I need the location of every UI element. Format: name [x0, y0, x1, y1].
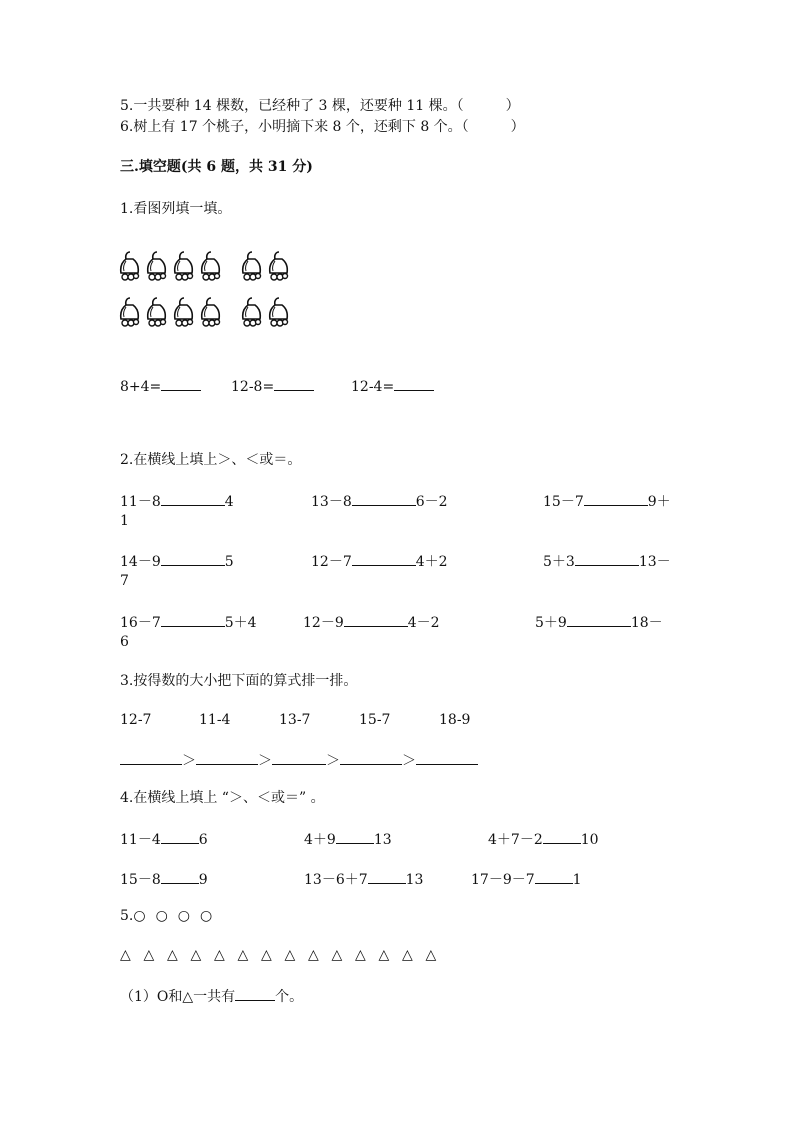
question-5-triangles: [120, 946, 449, 964]
circle-icon: ○: [133, 908, 146, 924]
answer-blank[interactable]: [340, 750, 402, 765]
greater-than-sign: ＞: [326, 753, 340, 769]
greater-than-sign: ＞: [402, 753, 416, 769]
triangle-icon: △: [120, 947, 131, 963]
question-1-title: 1.看图列填一填。: [120, 201, 232, 217]
answer-blank[interactable]: [344, 612, 408, 627]
compare-item: 5＋9 18－: [535, 612, 663, 632]
compare-item: 13－8 6－2: [311, 491, 448, 511]
triangle-icon: △: [214, 947, 225, 963]
triangle-icon: △: [261, 947, 272, 963]
circle-icon: ○: [200, 908, 213, 924]
answer-blank[interactable]: [274, 376, 314, 391]
answer-blank[interactable]: [272, 750, 326, 765]
question-2-title: 2.在横线上填上＞、＜或＝。: [120, 452, 302, 468]
equation-2: 12-8=: [231, 376, 314, 396]
fruit-picture: [118, 248, 308, 342]
greater-than-sign: ＞: [258, 753, 272, 769]
compare-item: 15－7 9＋: [543, 491, 671, 511]
equation-3: 12-4=: [351, 376, 434, 396]
answer-blank[interactable]: [352, 551, 416, 566]
triangle-icon: △: [331, 947, 343, 963]
compare-item: 17－9－7 1: [471, 869, 582, 889]
triangle-icon: △: [308, 947, 319, 963]
equation-1: 8+4=: [120, 376, 201, 396]
answer-blank[interactable]: [161, 491, 225, 506]
answer-blank[interactable]: [196, 750, 258, 765]
answer-blank[interactable]: [336, 829, 374, 844]
answer-blank[interactable]: [584, 491, 648, 506]
sort-expr: 18-9: [439, 712, 471, 728]
judge-question-6: 6.树上有 17 个桃子，小明摘下来 8 个，还剩下 8 个。（ ）: [120, 119, 525, 135]
compare-item: 16－7 5＋4: [120, 612, 257, 632]
triangle-icon: △: [425, 947, 437, 963]
question-3-title: 3.按得数的大小把下面的算式排一排。: [120, 673, 358, 689]
compare-item: 4＋9 13: [304, 829, 392, 849]
question-5-circles: [120, 907, 212, 925]
compare-item-wrap: 6: [120, 634, 129, 650]
triangle-icon: △: [284, 947, 296, 963]
triangle-icon: △: [190, 947, 202, 963]
judge-question-5: 5.一共要种 14 棵数，已经种了 3 棵，还要种 11 棵。（ ）: [120, 98, 520, 114]
question-5-sub-1: （1）O和△一共有 个。: [120, 986, 303, 1006]
compare-item-wrap: 7: [120, 573, 129, 589]
circle-icon: ○: [177, 908, 191, 924]
answer-blank[interactable]: [368, 869, 406, 884]
sort-answer-row: [120, 750, 478, 770]
triangle-icon: △: [402, 947, 413, 963]
section-heading: 三.填空题(共 6 题，共 31 分): [120, 159, 313, 175]
compare-item: 4＋7－2 10: [488, 829, 599, 849]
triangle-icon: △: [355, 947, 366, 963]
answer-blank[interactable]: [543, 829, 581, 844]
compare-item-wrap: 1: [120, 513, 129, 529]
greater-than-sign: ＞: [182, 753, 196, 769]
triangle-icon: △: [167, 947, 178, 963]
compare-item: 5＋3 13－: [543, 551, 671, 571]
answer-blank[interactable]: [352, 491, 416, 506]
answer-blank[interactable]: [120, 750, 182, 765]
answer-blank[interactable]: [161, 612, 225, 627]
compare-item: 15－8 9: [120, 869, 208, 889]
compare-item: 11－4 6: [120, 829, 208, 849]
answer-blank[interactable]: [235, 986, 275, 1001]
answer-blank[interactable]: [567, 612, 631, 627]
answer-blank[interactable]: [535, 869, 573, 884]
triangle-icon: △: [143, 947, 155, 963]
question-4-title: 4.在横线上填上 “＞、＜或＝” 。: [120, 790, 325, 806]
answer-blank[interactable]: [161, 376, 201, 391]
sort-expr: 11-4: [199, 712, 231, 728]
sort-expr: 12-7: [120, 712, 152, 728]
question-5-number: 5.: [120, 908, 134, 924]
answer-blank[interactable]: [394, 376, 434, 391]
compare-item: 13－6＋7 13: [304, 869, 423, 889]
triangle-icon: △: [237, 947, 249, 963]
answer-blank[interactable]: [575, 551, 639, 566]
triangle-icon: △: [378, 947, 390, 963]
compare-item: 14－9 5: [120, 551, 234, 571]
compare-item: 11－8 4: [120, 491, 234, 511]
bell-fruit-icon: [118, 248, 308, 338]
answer-blank[interactable]: [161, 551, 225, 566]
circle-icon: ○: [155, 908, 168, 924]
answer-blank[interactable]: [416, 750, 478, 765]
sort-expr: 15-7: [359, 712, 391, 728]
compare-item: 12－7 4＋2: [311, 551, 448, 571]
compare-item: 12－9 4－2: [303, 612, 440, 632]
answer-blank[interactable]: [161, 829, 199, 844]
answer-blank[interactable]: [161, 869, 199, 884]
sort-expr: 13-7: [279, 712, 311, 728]
